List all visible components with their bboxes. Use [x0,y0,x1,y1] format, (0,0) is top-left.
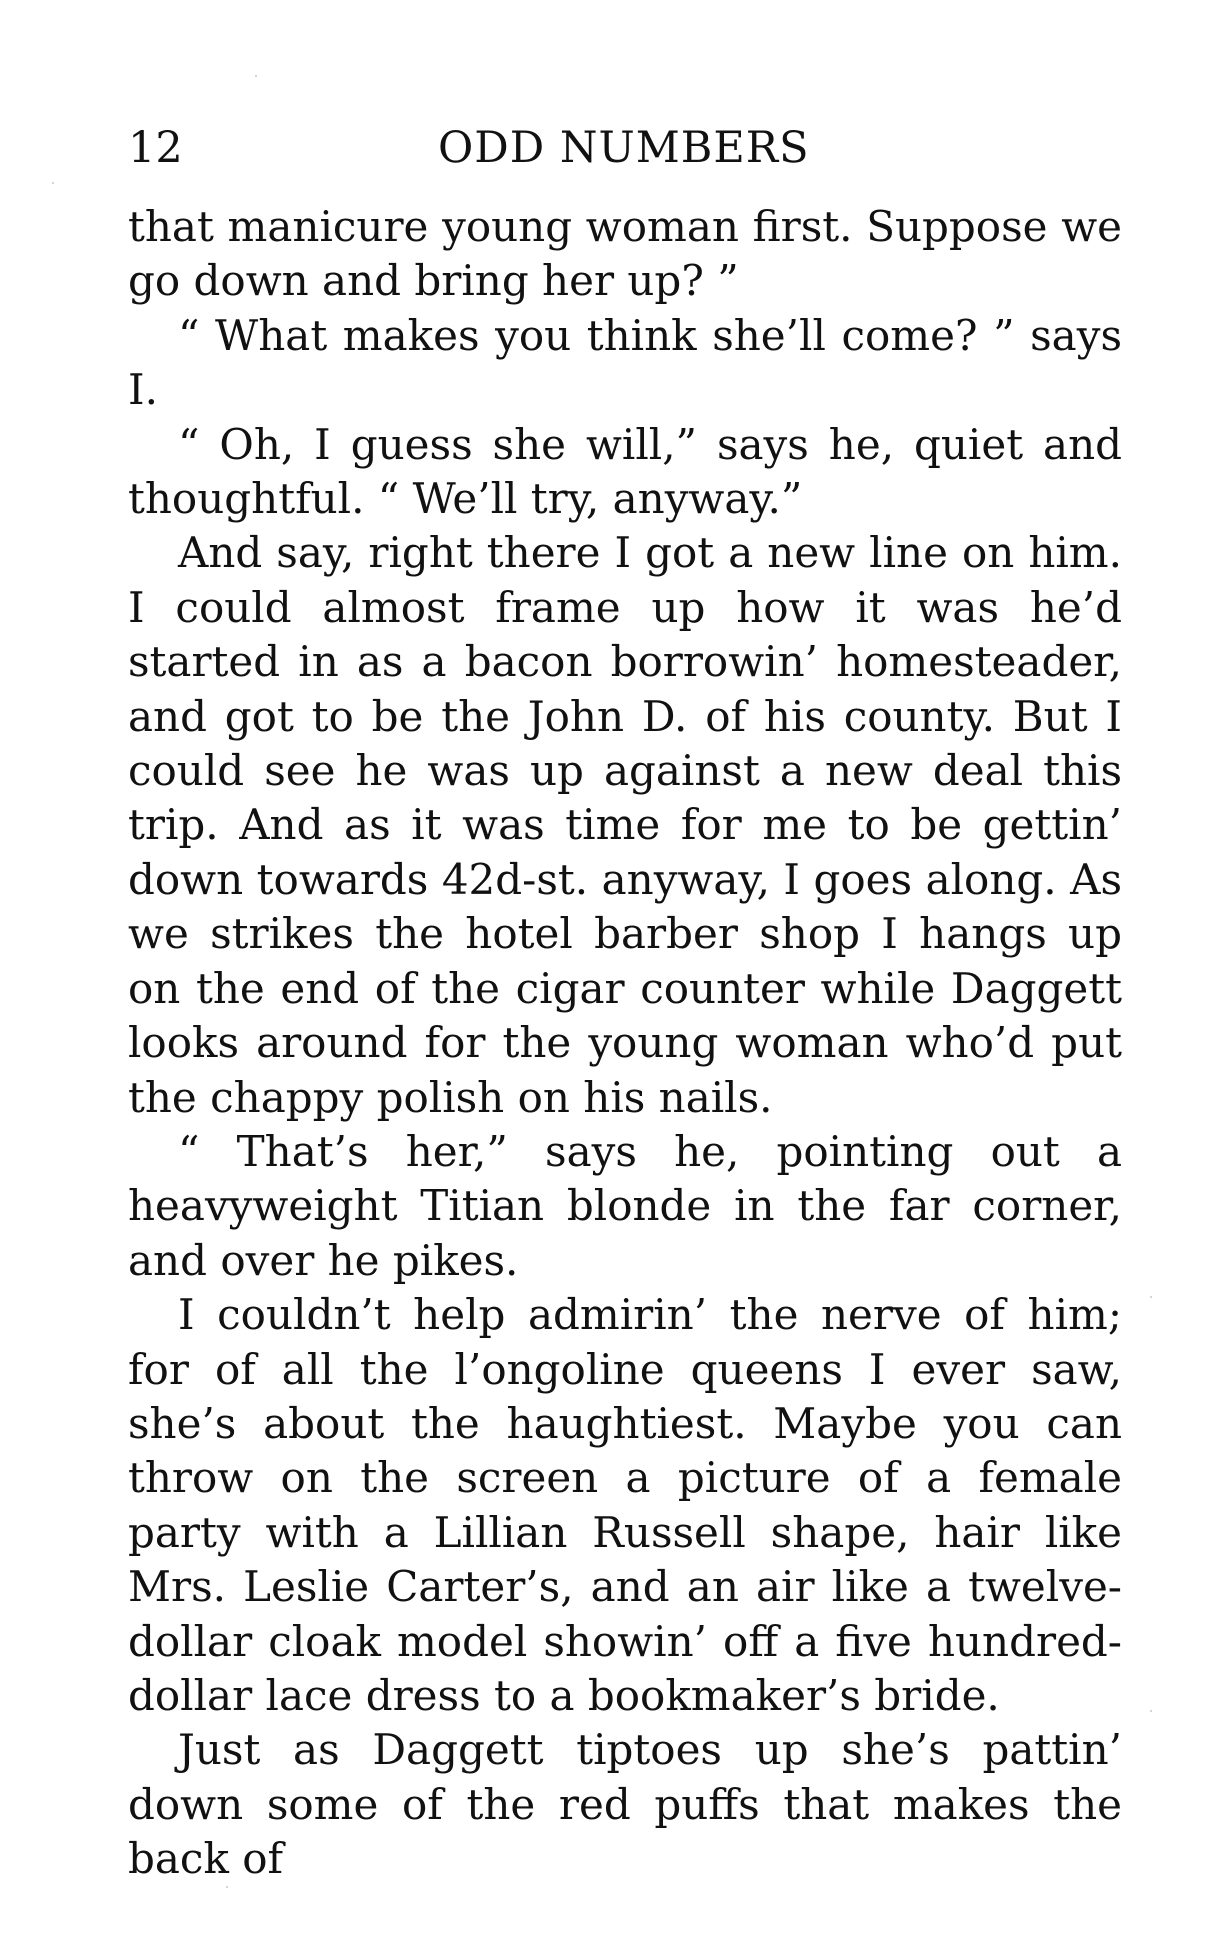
paragraph: “ Oh, I guess she will,” says he, quiet and thoughtful. “ We’ll try, anyway.” [128,419,1122,524]
paragraph: And say, right there I got a new line on him. I could almost frame up how it was he’d started in as a bacon borrowin’ homesteader, and got to be the John D. of his county. But I could see he was up against a new deal this trip. And as it was time for me to be gettin’ down towards 42d-st. anyway, I goes along. As we strikes the hotel barber shop I hangs up on the end of the cigar counter while Daggett looks around for the young woman who’d put the chappy polish on his nails. [128,528,1122,1122]
paper-speck [226,1886,228,1888]
paragraph: Just as Daggett tiptoes up she’s pattin’ down some of the red puffs that makes the back of [128,1725,1122,1884]
paper-speck [1150,1296,1152,1298]
paragraph: “ What makes you think she’ll come? ” says I. [128,310,1122,415]
paragraph: “ That’s her,” says he, pointing out a heavyweight Titian blonde in the far corner, and over he pikes. [128,1126,1122,1285]
page-number: 12 [128,123,183,173]
paragraph: that manicure young woman first. Suppose we go down and bring her up? ” [128,202,1122,306]
page-body [128,200,1122,1887]
paper-speck [1150,1710,1152,1712]
paper-speck [52,182,54,184]
page-header [128,118,1122,178]
paragraph: I couldn’t help admirin’ the nerve of him; for of all the l’ongoline queens I ever saw, she’s about the haughtiest. Maybe you can throw on the screen a picture of a female party with a Lillian Russell shape, hair like Mrs. Leslie Carter’s, and an air like a twelve-dollar cloak model showin’ off a five hundred-dollar lace dress to a bookmaker’s bride. [128,1290,1122,1720]
paper-speck [255,75,257,77]
running-title: ODD NUMBERS [438,123,810,173]
